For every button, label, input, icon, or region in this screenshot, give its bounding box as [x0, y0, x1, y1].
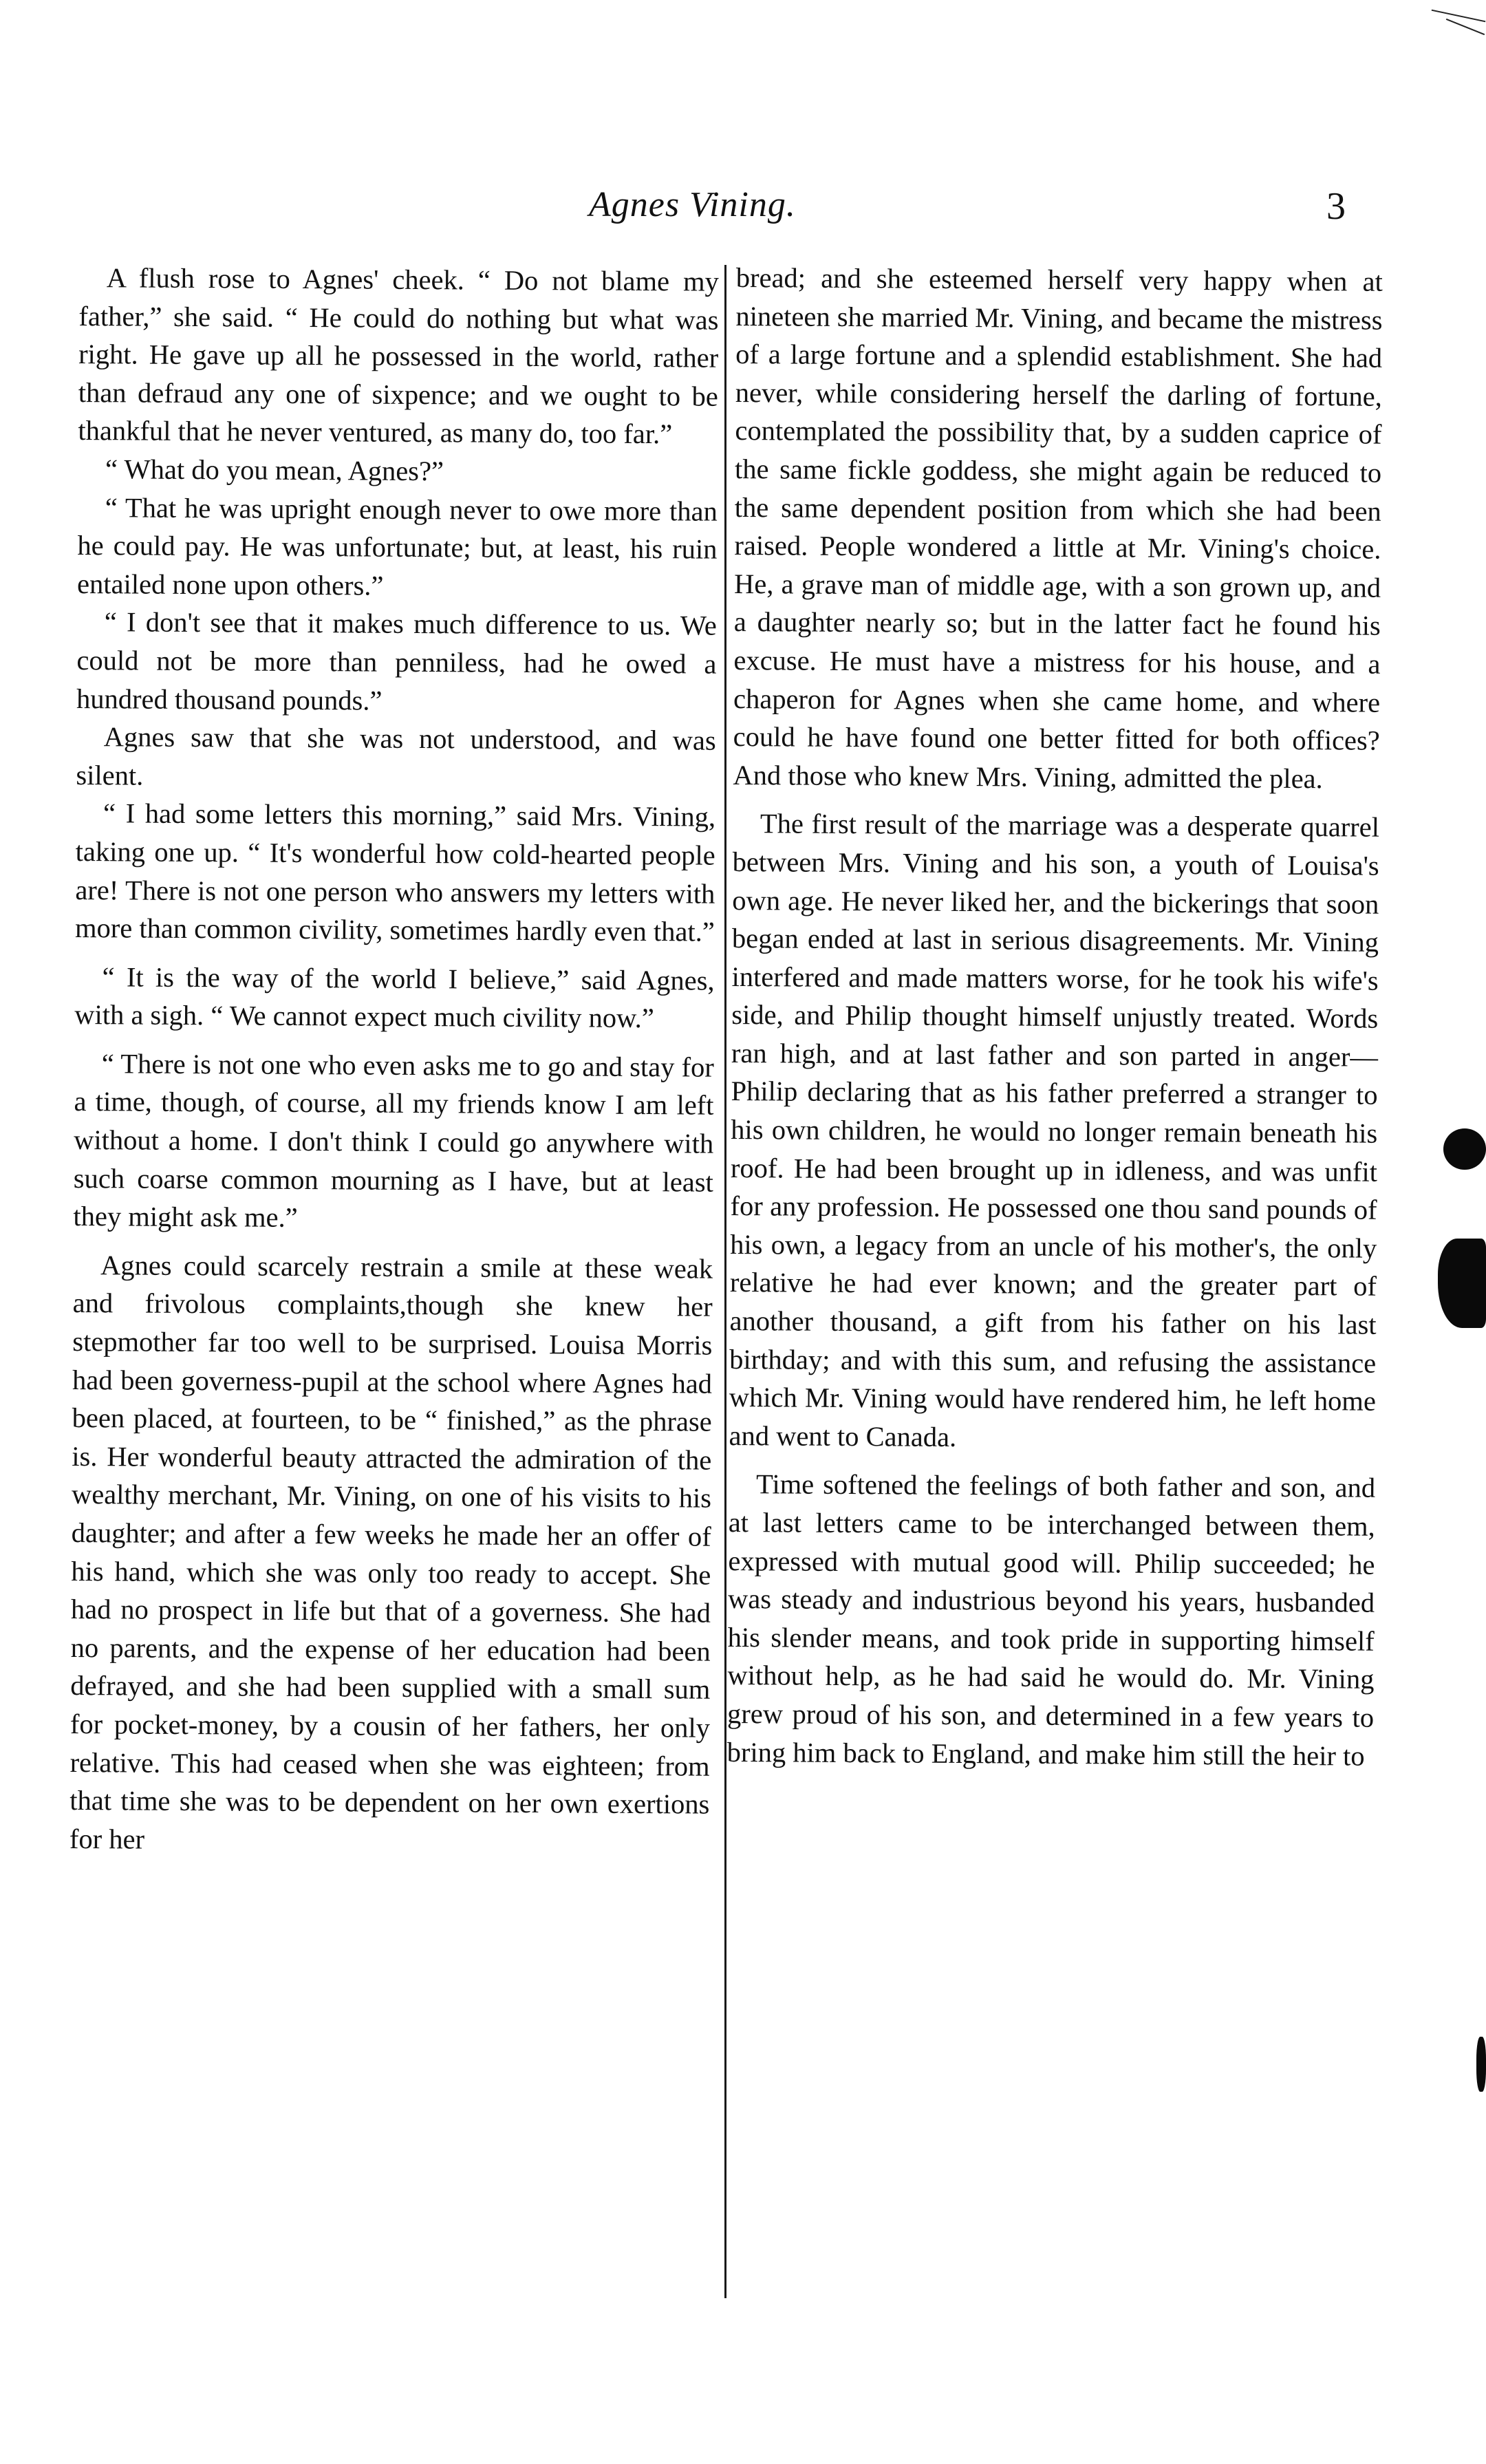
paragraph: Agnes saw that she was not understood, and was silent. — [76, 721, 716, 791]
left-column — [69, 259, 719, 1862]
edge-scratch-mark — [1432, 10, 1486, 23]
column-divider — [724, 265, 726, 2298]
paragraph: “ I had some letters this morning,” said Mrs. Vining, taking one up. “ It's wonderful how cold-hearted people are! There is not one person who answers my letters with more than common civility, sometimes hardly even that.” — [74, 797, 716, 947]
running-title: Agnes Vining. — [589, 185, 796, 224]
paragraph: bread; and she esteemed herself very happy when at nineteen she married Mr. Vining, and became the mistress of a large fortune and a splendid establishment. She had never, while considering herself the darling of fortune, contemplated the possibility that, by a sudden caprice of the same fickle goddess, she might again be reduced to the same dependent position from which she had been raised. People wondered a little at Mr. Vining's choice. He, a grave man of middle age, with a son grown up, and a daughter nearly so; but in the latter fact he found his excuse. He must have a mistress for his house, and a chaperon for Agnes when she came home, and where could he have found one better fitted for both offices? And those who knew Mrs. Vining, admitted the plea. — [733, 261, 1383, 794]
paragraph: “ I don't see that it makes much difference to us. We could not be more than penniless, had he owed a hundred thousand pounds.” — [76, 606, 717, 716]
paragraph: Agnes could scarcely restrain a smile at these weak and frivolous complaints,though she knew her stepmother far too well to be surprised. Louisa Morris had been governess-pupil at the school where Agnes had been placed, at fourteen, to be “ finished,” as the phrase is. Her wonderful beauty attracted the admiration of the wealthy merchant, Mr. Vining, on one of his visits to his daughter; and after a few weeks he made her an offer of his hand, which she was only too ready to accept. She had no prospect in life but that of a governess. She had no parents, and the expense of her education had been defrayed, and she had been supplied with a small sum for pocket-money, by a cousin of her fathers, her only relative. This had ceased when she was eighteen; from that time she was to be dependent on her own exertions for her — [69, 1250, 713, 1855]
paragraph: A flush rose to Agnes' cheek. “ Do not blame my father,” she said. “ He could do nothing but what was right. He gave up all he possessed in the world, rather than defraud any one of sixpence; and we ought to be thankful that he never ventured, as many do, too far.” — [78, 262, 719, 450]
ink-blot-mark — [1476, 2037, 1486, 2092]
ink-blot-mark — [1438, 1239, 1486, 1328]
paragraph: “ That he was upright enough never to owe more than he could pay. He was unfortunate; but, at least, his ruin entailed none upon others.” — [76, 491, 718, 601]
paragraph: “ What do you mean, Agnes?” — [105, 453, 444, 487]
page-header — [0, 184, 1486, 239]
ink-blot-mark — [1443, 1128, 1486, 1170]
paragraph: “ It is the way of the world I believe,” said Agnes, with a sigh. “ We cannot expect much civility now.” — [74, 961, 715, 1034]
paragraph: “ There is not one who even asks me to go and stay for a time, though, of course, all my friends know I am left without a home. I don't think I could go anywhere with such coarse common mourning as I have, but at least they might ask me.” — [73, 1048, 714, 1234]
paragraph: Time softened the feelings of both father and son, and at last letters came to be interchanged between them, expressed with mutual good will. Philip succeeded; he was steady and industrious beyond his years, husbanded his slender means, and took pride in supporting himself without help, as he had said he would do. Mr. Vining grew proud of his son, and determined in a few years to bring him back to England, and make him still the heir to — [726, 1468, 1376, 1772]
paragraph: The first result of the marriage was a desperate quarrel between Mrs. Vining and his son, a youth of Louisa's own age. He never liked her, and the bickerings that soon began ended at last in serious disagreements. Mr. Vining interfered and made matters worse, for he took his wife's side, and Philip thought himself unjustly treated. Words ran high, and at last father and son parted in anger—Philip declaring that as his father preferred a stranger to his own children, he would no longer remain beneath his roof. He had been brought up in idleness, and was unfit for any profession. He possessed one thou sand pounds of his own, a legacy from an uncle of his mother's, the only relative he had ever known; and the greater part of another thousand, a gift from his father on his last birthday; and with this sum, and refusing the assistance which Mr. Vining would have rendered him, he left home and went to Canada. — [729, 808, 1380, 1453]
page-number: 3 — [1326, 185, 1346, 228]
right-column — [727, 259, 1383, 1775]
